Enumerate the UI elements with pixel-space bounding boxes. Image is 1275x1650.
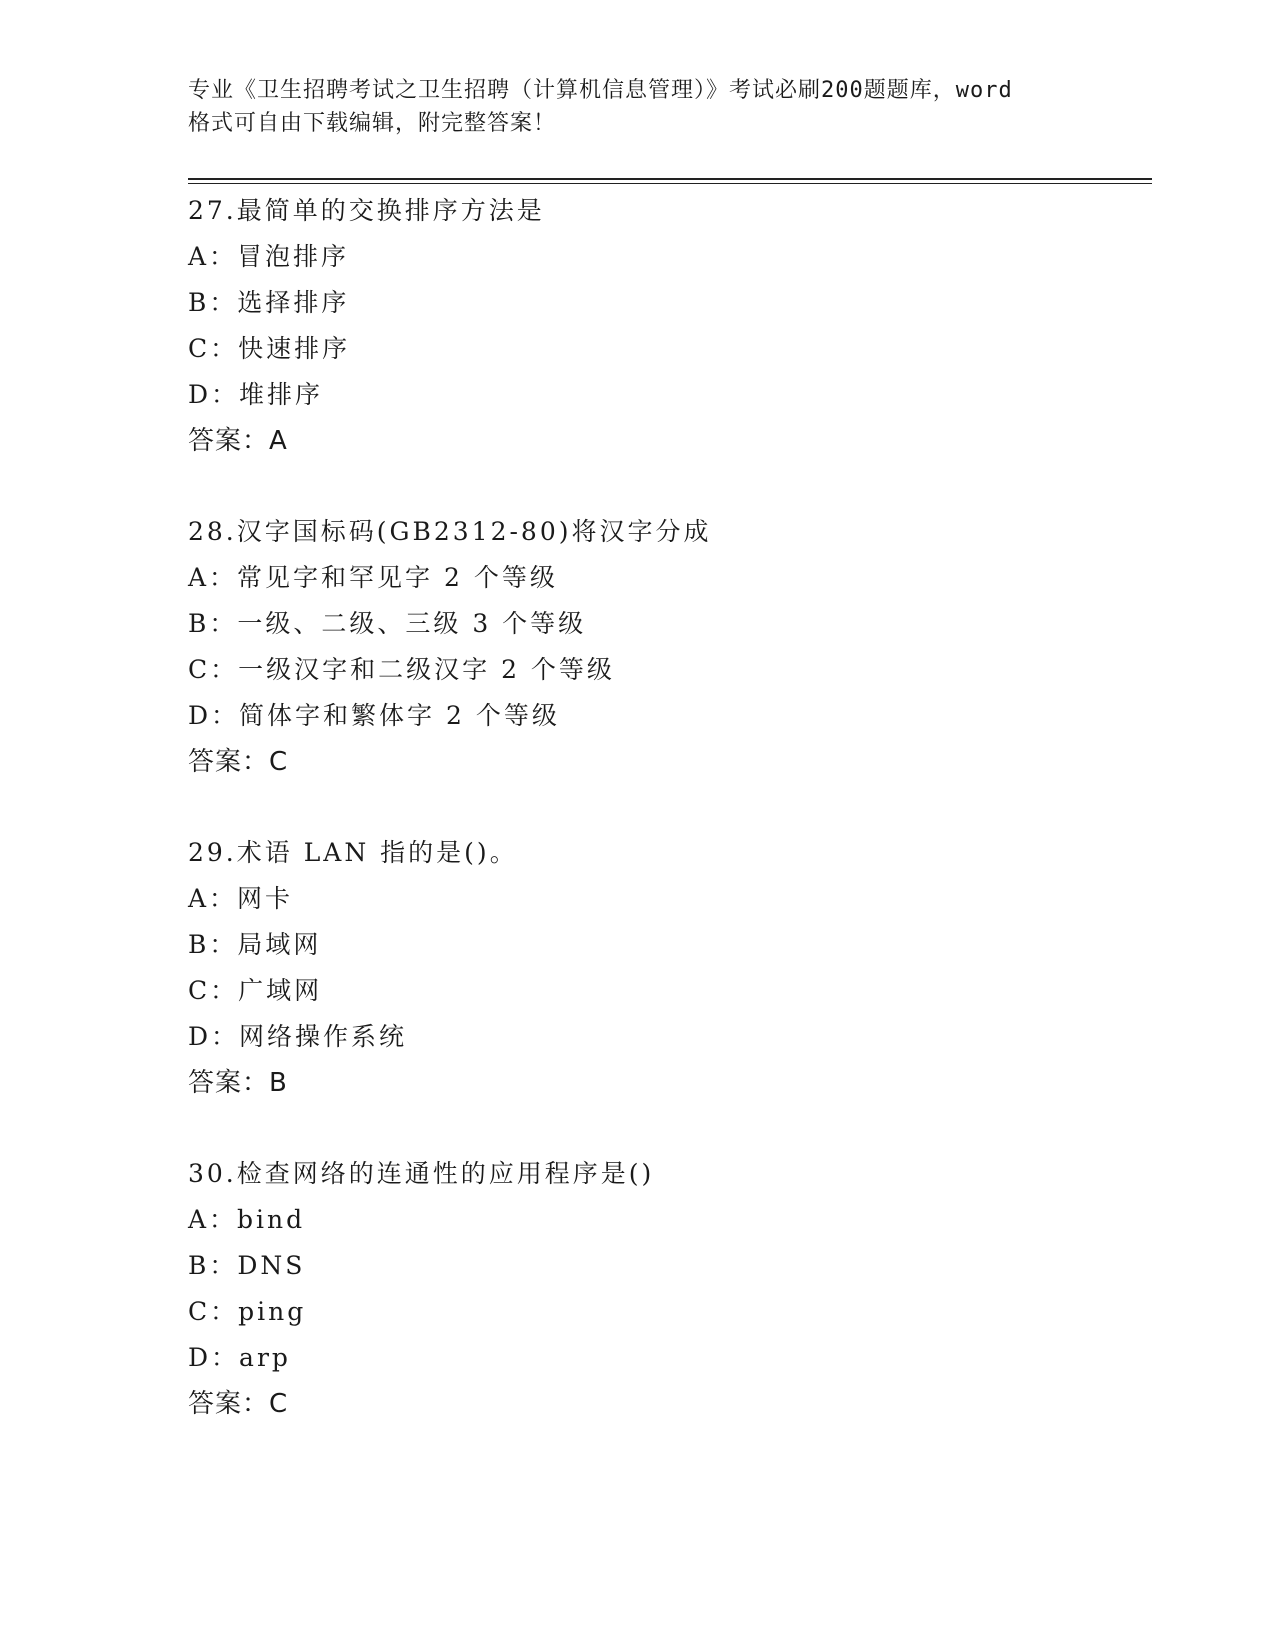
option-d: D：简体字和繁体字 2 个等级 [188,701,560,730]
option-c: C：快速排序 [188,334,351,363]
header-line-2: 格式可自由下载编辑，附完整答案！ [188,111,557,136]
answer: 答案：C [188,1389,289,1419]
option-d: D：网络操作系统 [188,1022,408,1051]
question-27 [188,188,1148,464]
question-stem: 29.术语 LAN 指的是()。 [188,838,518,867]
option-b: B：DNS [188,1251,306,1280]
option-d: D：堆排序 [188,380,324,409]
question-29 [188,830,1148,1106]
answer: 答案：B [188,1068,288,1098]
answer: 答案：A [188,426,288,456]
option-c: C：广域网 [188,976,323,1005]
header-divider-thin [188,183,1152,184]
question-stem: 28.汉字国标码(GB2312-80)将汉字分成 [188,517,712,546]
question-28 [188,509,1148,785]
option-a: A：网卡 [188,884,294,913]
option-a: A：bind [188,1205,306,1234]
document-header [188,74,1088,140]
header-line-1: 专业《卫生招聘考试之卫生招聘（计算机信息管理）》考试必刷200题题库，word [188,78,1013,103]
option-b: B：局域网 [188,930,322,959]
option-d: D：arp [188,1343,291,1372]
option-a: A：常见字和罕见字 2 个等级 [188,563,558,592]
question-30 [188,1151,1148,1427]
question-stem: 30.检查网络的连通性的应用程序是() [188,1159,655,1188]
question-stem: 27.最简单的交换排序方法是 [188,196,545,225]
option-c: C：一级汉字和二级汉字 2 个等级 [188,655,615,684]
answer: 答案：C [188,747,289,777]
option-b: B：选择排序 [188,288,350,317]
header-divider [188,178,1152,180]
option-a: A：冒泡排序 [188,242,350,271]
option-b: B：一级、二级、三级 3 个等级 [188,609,587,638]
option-c: C：ping [188,1297,307,1326]
